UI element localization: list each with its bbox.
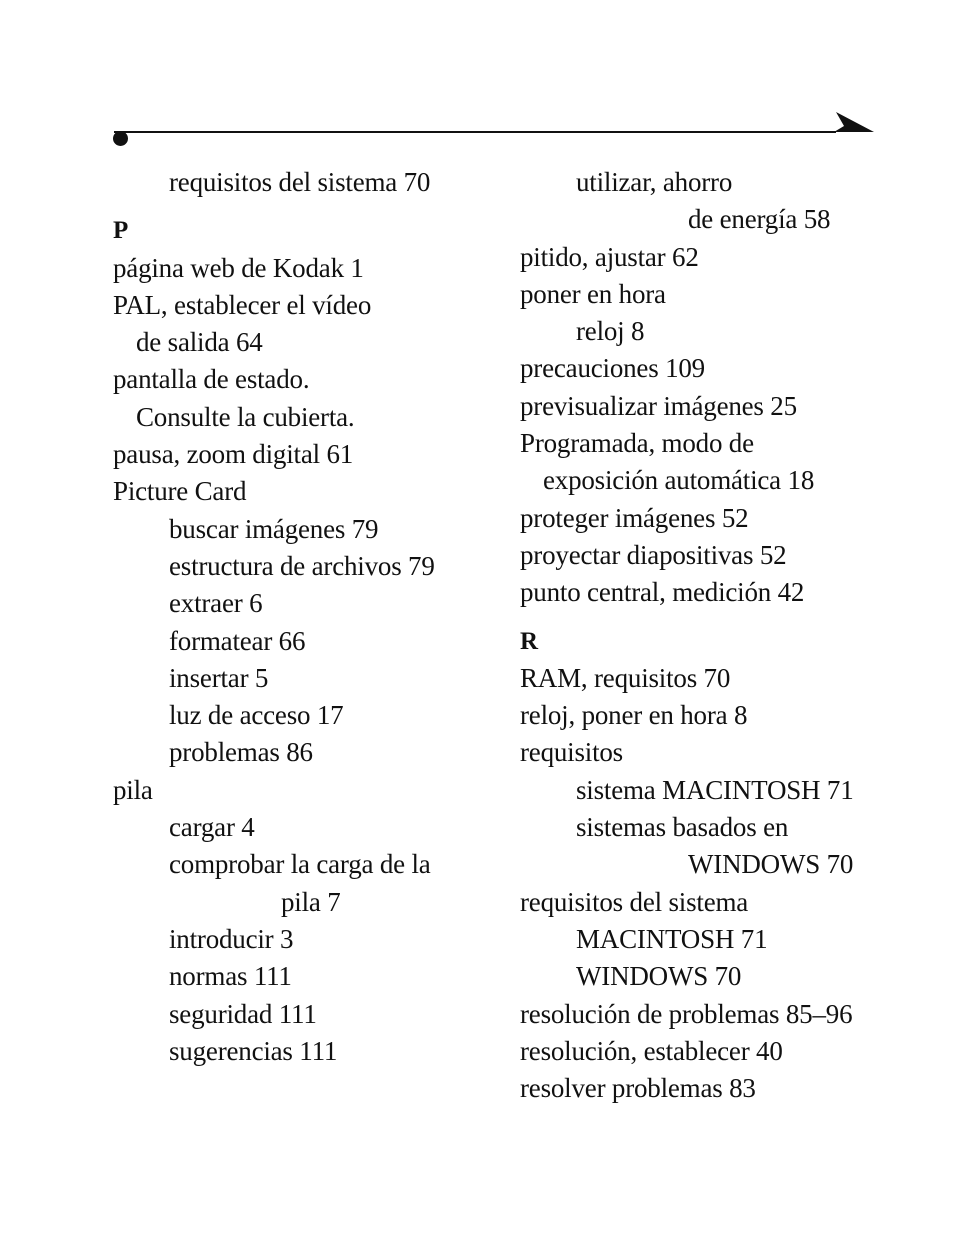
index-entry: comprobar la carga de la	[169, 849, 431, 880]
index-entry: resolución de problemas 85–96	[520, 998, 853, 1029]
index-entry: seguridad 111	[169, 998, 317, 1029]
index-entry: resolver problemas 83	[520, 1073, 756, 1104]
index-entry: requisitos	[520, 737, 623, 768]
index-entry: proteger imágenes 52	[520, 502, 749, 533]
index-column-left	[113, 164, 493, 1070]
index-entry: de salida 64	[136, 327, 263, 358]
index-entry: Consulte la cubierta.	[136, 401, 355, 432]
index-entry: página web de Kodak 1	[113, 252, 364, 283]
index-entry: insertar 5	[169, 662, 269, 693]
index-entry: requisitos del sistema	[520, 886, 749, 917]
index-entry: pausa, zoom digital 61	[113, 439, 354, 470]
index-entry: precauciones 109	[520, 353, 705, 384]
index-entry: previsualizar imágenes 25	[520, 390, 797, 421]
index-entry: pitido, ajustar 62	[520, 241, 699, 272]
index-entry: Programada, modo de	[520, 428, 754, 459]
index-entry: reloj, poner en hora 8	[520, 700, 748, 731]
index-entry: requisitos del sistema 70	[169, 167, 431, 197]
index-entry: RAM, requisitos 70	[520, 662, 731, 693]
index-entry: WINDOWS 70	[688, 849, 854, 880]
index-entry: PAL, establecer el vídeo	[113, 289, 372, 320]
index-entry: formatear 66	[169, 625, 306, 656]
bullet-dot-icon	[113, 131, 128, 146]
index-entry: estructura de archivos 79	[169, 550, 435, 581]
index-entry: introducir 3	[169, 923, 294, 954]
index-section-heading: R	[520, 627, 538, 655]
index-entry: normas 111	[169, 961, 292, 992]
index-entry: WINDOWS 70	[576, 961, 742, 992]
index-entry: sugerencias 111	[169, 1035, 338, 1066]
index-entry: poner en hora	[520, 278, 666, 309]
index-entry: proyectar diapositivas 52	[520, 539, 787, 570]
arrow-right-icon	[834, 111, 874, 135]
index-column-right	[520, 164, 940, 1107]
header-rule	[114, 131, 836, 133]
index-entry: problemas 86	[169, 737, 313, 768]
index-entry: cargar 4	[169, 812, 255, 843]
index-entry: resolución, establecer 40	[520, 1035, 783, 1066]
index-entry: pila	[113, 774, 153, 805]
index-entry: reloj 8	[576, 316, 645, 347]
index-entry: de energía 58	[688, 204, 831, 235]
index-entry: sistema MACINTOSH 71	[576, 774, 854, 805]
index-entry: Picture Card	[113, 476, 247, 507]
index-entry: utilizar, ahorro	[576, 167, 733, 197]
index-entry: sistemas basados en	[576, 812, 789, 843]
index-entry: pantalla de estado.	[113, 364, 310, 395]
index-entry: buscar imágenes 79	[169, 513, 379, 544]
index-section-heading: P	[113, 217, 129, 245]
index-entry: punto central, medición 42	[520, 577, 805, 608]
index-entry: luz de acceso 17	[169, 700, 344, 731]
index-entry: exposición automática 18	[543, 465, 815, 496]
index-entry: MACINTOSH 71	[576, 923, 768, 954]
index-entry: pila 7	[281, 886, 341, 917]
index-entry: extraer 6	[169, 588, 263, 619]
